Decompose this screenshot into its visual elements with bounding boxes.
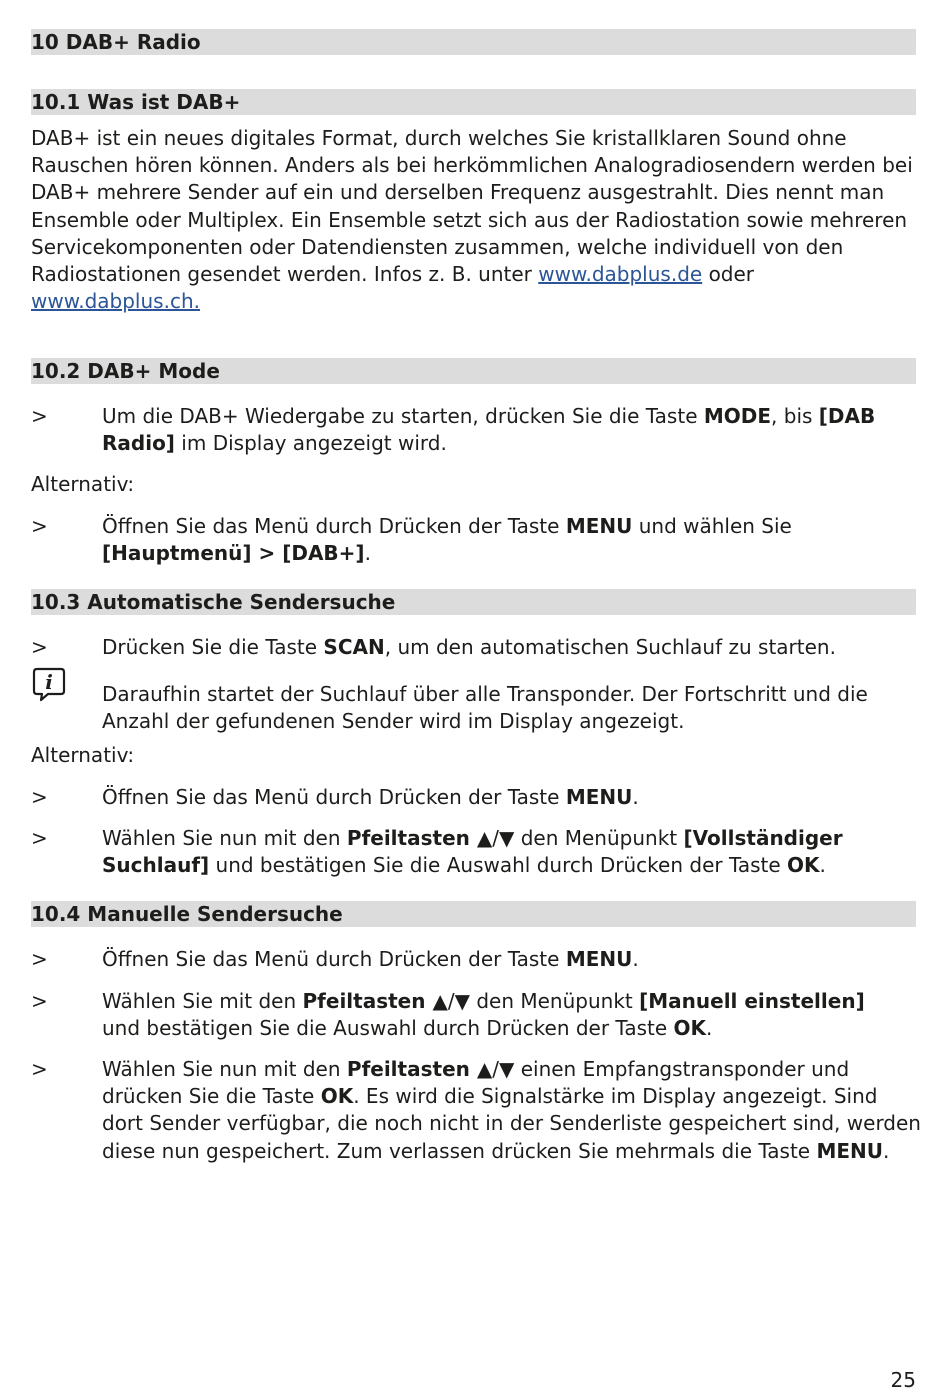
dabplus-ch-link[interactable]: www.dabplus.ch. [31, 289, 200, 314]
link-connector: oder [708, 262, 755, 287]
key-arrows: Pfeiltasten ▲ [302, 989, 448, 1013]
menu-path: [Vollständiger Suchlauf] [102, 826, 843, 878]
section-heading-10-3: 10.3 Automatische Sendersuche [31, 589, 916, 615]
section-heading-10: 10 DAB+ Radio [31, 29, 916, 55]
key-mode: MODE [703, 404, 772, 428]
dab-intro-paragraph [31, 125, 921, 315]
list-marker: > [31, 947, 48, 971]
alternative-label: Alternativ: [31, 743, 135, 767]
key-ok: OK [787, 853, 820, 878]
alternative-label: Alternativ: [31, 472, 135, 496]
dab-intro-text: DAB+ ist ein neues digitales Format, durch welches Sie kristallklaren Sound ohne Rauschen hören können. Anders als bei herkömmlichen Analogradiosendern werden bei DAB+ mehrere Sender auf ein und derselben Frequenz ausgestrahlt. Dies nennt man Ensemble oder Multiplex. Ein Ensemble setzt sich aus der Radiostation sowie mehreren Servicekomponenten oder Datendiensten zusammen, welche individuell von den Radiostationen gesendet werden. Infos z. B. unter [31, 126, 913, 287]
menu-path: [Manuell einstellen] [639, 989, 865, 1013]
list-marker: > [31, 404, 48, 428]
section-heading-10-1: 10.1 Was ist DAB+ [31, 89, 916, 115]
key-menu: MENU [816, 1138, 883, 1163]
menu-path: [Hauptmenü] > [DAB+] [102, 541, 365, 566]
list-marker: > [31, 785, 48, 809]
key-menu: MENU [565, 785, 633, 809]
list-marker: > [31, 1057, 48, 1081]
section-heading-10-2: 10.2 DAB+ Mode [31, 358, 916, 384]
section-heading-10-4: 10.4 Manuelle Sendersuche [31, 901, 916, 927]
list-marker: > [31, 635, 48, 659]
key-menu: MENU [565, 514, 633, 538]
key-ok: OK [673, 1016, 707, 1041]
list-marker: > [31, 989, 48, 1013]
page-number: 25 [890, 1368, 916, 1392]
dabplus-de-link[interactable]: www.dabplus.de [538, 262, 703, 287]
key-menu: MENU [565, 947, 633, 971]
menu-path: [DAB Radio] [102, 404, 876, 456]
info-note-text: Daraufhin startet der Suchlauf über alle Transponder. Der Fortschritt und die Anzahl der gefundenen Sender wird im Display angezeigt. [102, 682, 868, 734]
list-marker: > [31, 826, 48, 850]
list-marker: > [31, 514, 48, 538]
info-icon-letter: i [45, 670, 53, 694]
info-icon [31, 666, 67, 702]
key-arrows: Pfeiltasten ▲ [346, 826, 493, 850]
key-ok: OK [320, 1084, 354, 1109]
key-arrows: Pfeiltasten ▲ [346, 1057, 493, 1081]
key-scan: SCAN [323, 635, 385, 659]
